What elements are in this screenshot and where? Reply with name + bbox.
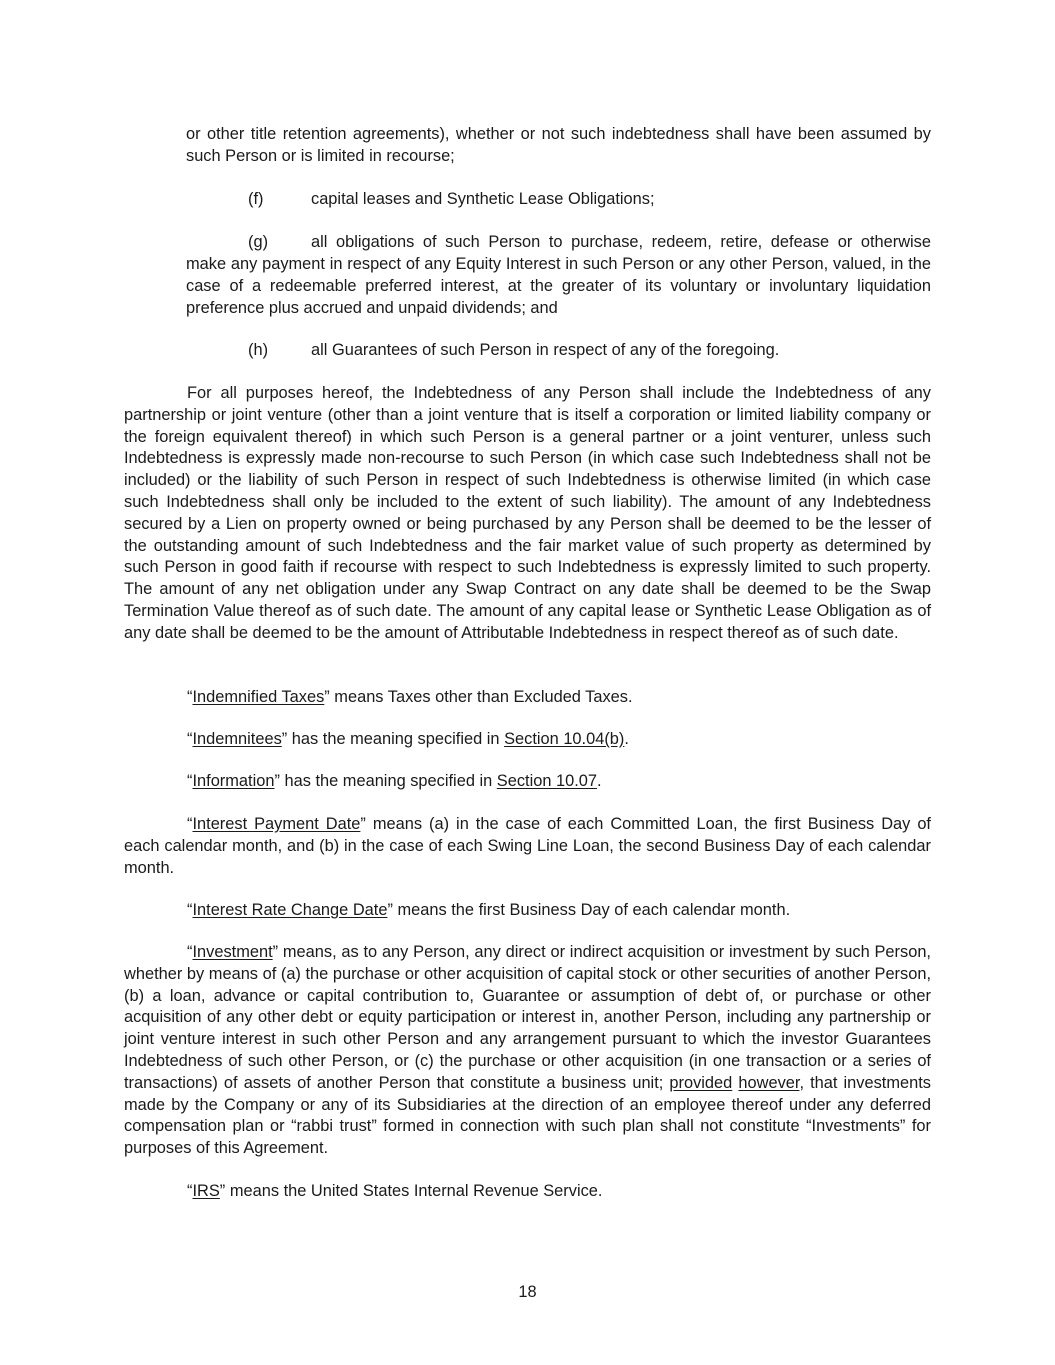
definition-body: means the first Business Day of each calendar month. — [392, 901, 791, 919]
item-text: capital leases and Synthetic Lease Obligations; — [311, 190, 655, 208]
definition-body: means Taxes other than Excluded Taxes. — [329, 688, 633, 706]
definition-information — [124, 771, 931, 793]
item-text-first-line: all obligations of such Person to purchase, redeem, retire, defease or otherwise — [311, 233, 931, 251]
defined-term: Interest Rate Change Date — [192, 901, 388, 919]
close-quote: ” — [360, 815, 366, 833]
open-quote: “ — [187, 772, 193, 790]
definition-tail: , that investments made by the Company or any of its Subsidiaries at the direction of an employee thereof under any deferred compensation plan or “rabbi trust” formed in connection with such plan shall not constitute “Investments” for purposes of this Agreement. — [124, 1073, 931, 1158]
item-text-continued: make any payment in respect of any Equity Interest in such Person or any other Person, valued, in the case of a redeemable preferred interest, at the greater of its voluntary or involuntary liquidation preference plus accrued and unpaid dividends; and — [186, 255, 931, 317]
open-quote: “ — [187, 943, 193, 961]
close-quote: ” — [274, 772, 280, 790]
definition-body: means (a) in the case of each Committed Loan, the first Business Day of each calendar month, and (b) in the case of each Swing Line Loan, the second Business Day of each calendar month. — [124, 815, 931, 877]
definition-body: has the meaning specified in — [279, 772, 497, 790]
defined-term: IRS — [192, 1182, 220, 1200]
definition-body: means, as to any Person, any direct or indirect acquisition or investment by such Person, whether by means of (a) the purchase or other acquisition of capital stock or other securities of another Person, (b) a loan, advance or capital contribution to, Guarantee or assumption of debt of, or purchase or other acquisition of any other debt or equity participation or interest in, another Person, including any partnership or joint venture interest in such other Person and any arrangement pursuant to which the investor Guarantees Indebtedness of such other Person, or (c) the purchase or other acquisition (in one transaction or a series of transactions) of assets of another Person that constitute a business unit; — [124, 943, 931, 1092]
close-quote: ” — [324, 688, 330, 706]
section-reference: Section 10.07 — [496, 772, 598, 790]
close-quote: ” — [272, 943, 279, 961]
definition-end: . — [597, 772, 602, 790]
open-quote: “ — [187, 730, 193, 748]
item-label: (f) — [248, 190, 264, 208]
definition-body: means the United States Internal Revenue Service. — [225, 1182, 603, 1200]
open-quote: “ — [187, 901, 193, 919]
defined-term: Information — [192, 772, 275, 790]
definition-end: . — [624, 730, 629, 748]
defined-term: Indemnified Taxes — [192, 688, 325, 706]
definition-indemnitees — [124, 729, 931, 751]
definition-body: has the meaning specified in — [287, 730, 505, 748]
item-text: all Guarantees of such Person in respect of any of the foregoing. — [311, 341, 780, 359]
definition-interest-rate-change-date — [124, 900, 931, 922]
defined-term: Investment — [192, 943, 273, 961]
open-quote: “ — [187, 1182, 193, 1200]
definition-indemnified-taxes — [124, 687, 931, 709]
definition-investment — [124, 942, 931, 1160]
open-quote: “ — [187, 688, 193, 706]
definition-interest-payment-date — [124, 814, 931, 879]
continuation-paragraph: or other title retention agreements), whether or not such indebtedness shall have been assumed by such Person or is limited in recourse; — [186, 125, 931, 165]
however-term: however — [738, 1073, 800, 1092]
section-reference: Section 10.04(b) — [504, 730, 625, 748]
defined-term: Interest Payment Date — [192, 815, 361, 833]
close-quote: ” — [219, 1182, 226, 1200]
provided-term: provided — [669, 1073, 733, 1092]
definition-irs — [124, 1181, 931, 1203]
item-label: (g) — [248, 233, 269, 251]
purposes-paragraph: For all purposes hereof, the Indebtedness of any Person shall include the Indebtedness of any partnership or joint venture (other than a joint venture that is itself a corporation or limited liability company or the foreign equivalent thereof) in which such Person is a general partner or a joint venturer, unless such Indebtedness is expressly made non-recourse to such Person (in which case such Indebtedness shall not be included) or the liability of such Person in respect of such Indebtedness is otherwise limited (in which case such Indebtedness shall only be included to the extent of such liability). The amount of any Indebtedness secured by a Lien on property owned or being purchased by any Person shall be deemed to be the lesser of the outstanding amount of such Indebtedness and the fair market value of such property as determined by such Person in good faith if recourse with respect to such Indebtedness is expressly limited to such property. The amount of any net obligation under any Swap Contract on any date shall be deemed to be the Swap Termination Value thereof as of such date. The amount of any capital lease or Synthetic Lease Obligation as of any date shall be deemed to be the amount of Attributable Indebtedness in respect thereof as of such date. — [124, 384, 931, 642]
defined-term: Indemnitees — [192, 730, 282, 748]
item-label: (h) — [248, 341, 269, 359]
page-number: 18 — [518, 1283, 537, 1301]
close-quote: ” — [387, 901, 393, 919]
open-quote: “ — [187, 815, 193, 833]
close-quote: ” — [281, 730, 288, 748]
